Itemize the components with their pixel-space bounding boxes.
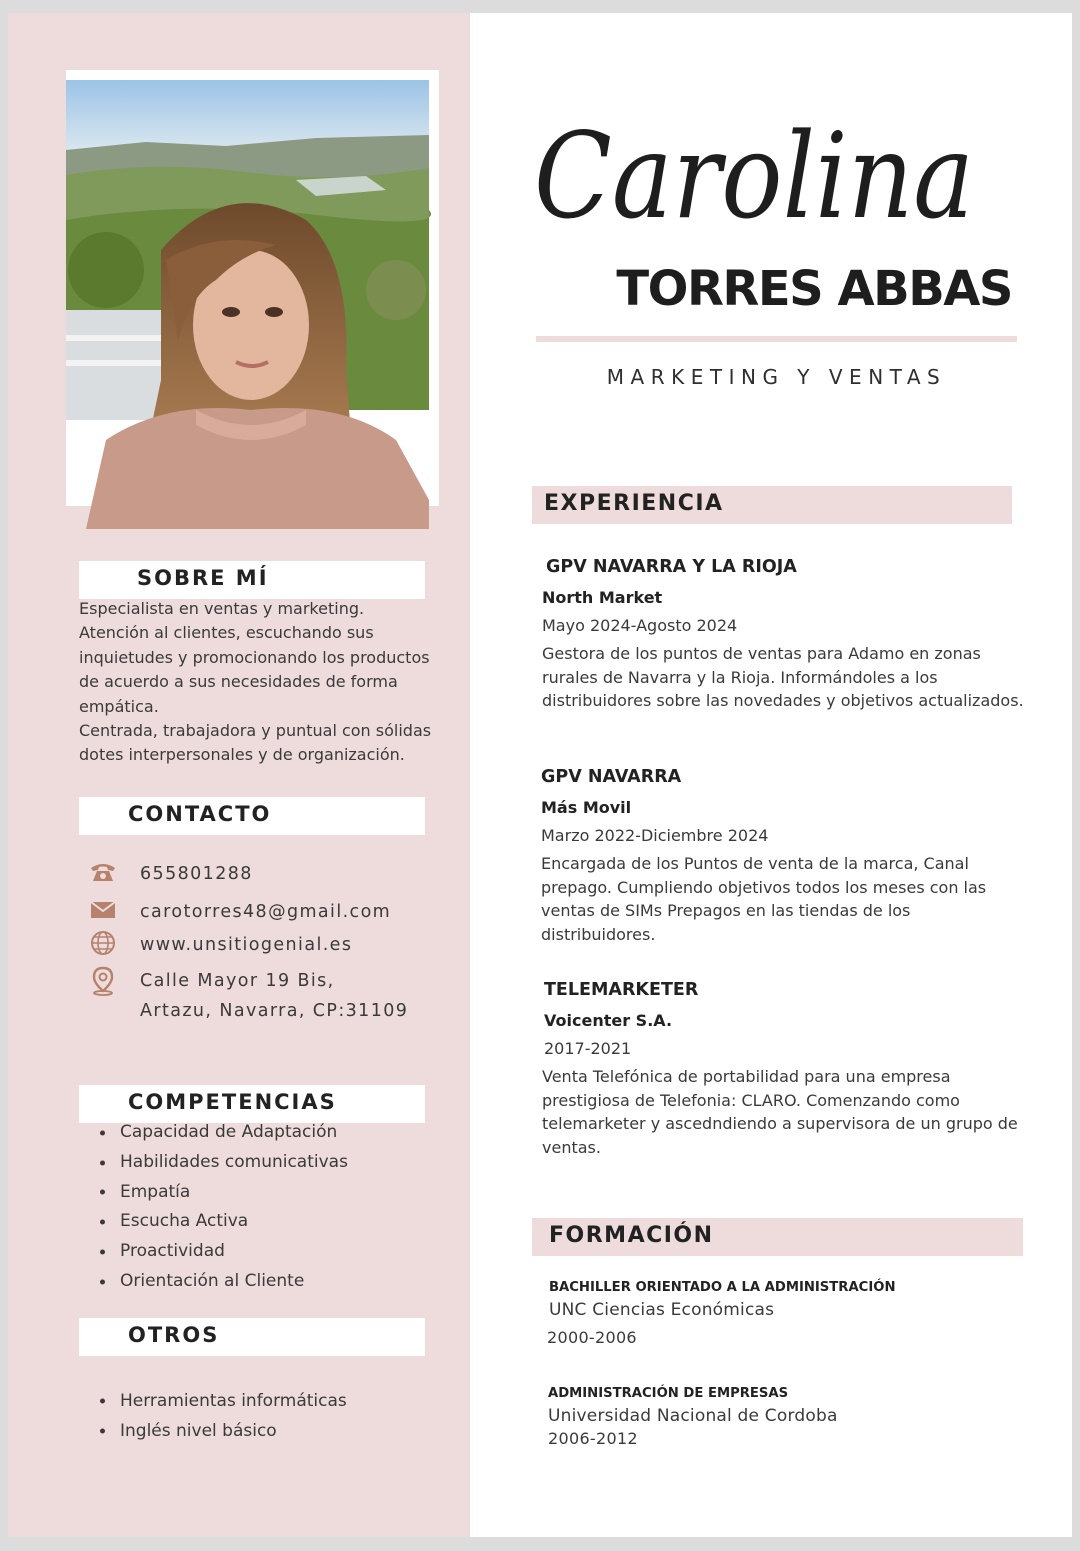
- list-item: Habilidades comunicativas: [100, 1148, 348, 1178]
- about-text: [79, 597, 439, 768]
- phone-number[interactable]: 655801288: [140, 864, 253, 884]
- experience-heading-box: [532, 486, 1012, 524]
- list-item: Empatía: [100, 1178, 348, 1208]
- education-institution: UNC Ciencias Económicas: [549, 1300, 775, 1320]
- first-name: Carolina: [534, 107, 974, 245]
- education-title: ADMINISTRACIÓN DE EMPRESAS: [548, 1386, 789, 1401]
- job-description: Venta Telefónica de portabilidad para una empresa prestigiosa de Telefonia: CLARO. Comenzando como telemarketer y ascedndiendo a supervisora de un grupo de ventas.: [542, 1067, 1018, 1157]
- contact-website: [88, 930, 353, 956]
- job-entry: [542, 557, 1026, 713]
- about-heading-box: [79, 561, 425, 599]
- education-title: BACHILLER ORIENTADO A LA ADMINISTRACIÓN: [549, 1280, 896, 1295]
- job-company: North Market: [542, 588, 663, 607]
- others-heading-box: [79, 1318, 425, 1356]
- others-list: [100, 1386, 347, 1446]
- job-description: Gestora de los puntos de ventas para Adamo en zonas rurales de Navarra y la Rioja. Informándoles a los distribuidores sobre las novedades y objetivos actualizados.: [542, 644, 1024, 711]
- list-item: Proactividad: [100, 1237, 348, 1267]
- skills-list: [100, 1118, 348, 1297]
- job-description: Encargada de los Puntos de venta de la marca, Canal prepago. Cumpliendo objetivos todos los meses con las ventas de SIMs Prepagos en las tiendas de los distribuidores.: [541, 854, 987, 944]
- others-heading: OTROS: [128, 1323, 220, 1347]
- location-pin-icon: [88, 966, 118, 996]
- job-title: TELEMARKETER: [544, 980, 699, 1000]
- job-entry: [544, 980, 1024, 1159]
- list-item: Capacidad de Adaptación: [100, 1118, 348, 1148]
- phone-icon: [88, 859, 118, 885]
- job-dates: Marzo 2022-Diciembre 2024: [541, 826, 769, 845]
- first-name-script: [530, 83, 990, 253]
- website-link[interactable]: www.unsitiogenial.es: [140, 935, 353, 955]
- skills-heading: COMPETENCIAS: [128, 1090, 337, 1114]
- last-name: TORRES ABBAS: [616, 261, 1012, 317]
- education-entry: [549, 1280, 1029, 1347]
- email-icon: [88, 897, 118, 923]
- contact-address: [88, 966, 409, 1021]
- education-institution: Universidad Nacional de Cordoba: [548, 1406, 838, 1426]
- profile-photo: [66, 80, 429, 529]
- globe-icon: [88, 930, 118, 956]
- job-role: MARKETING Y VENTAS: [606, 365, 947, 389]
- list-item: Orientación al Cliente: [100, 1267, 348, 1297]
- education-years: 2000-2006: [547, 1328, 637, 1347]
- education-heading: FORMACIÓN: [549, 1223, 714, 1248]
- job-dates: 2017-2021: [544, 1039, 632, 1058]
- job-entry: [541, 767, 1021, 946]
- contact-email: [88, 897, 392, 923]
- about-heading: SOBRE MÍ: [137, 566, 269, 590]
- education-heading-box: [532, 1218, 1023, 1256]
- about-paragraph: Centrada, trabajadora y puntual con sólidas dotes interpersonales y de organización.: [79, 721, 432, 765]
- list-item: Inglés nivel básico: [100, 1416, 347, 1446]
- job-title: GPV NAVARRA: [541, 767, 682, 787]
- resume-page: [8, 13, 1072, 1537]
- education-years: 2006-2012: [548, 1429, 638, 1448]
- job-company: Voicenter S.A.: [544, 1011, 673, 1030]
- job-dates: Mayo 2024-Agosto 2024: [542, 616, 738, 635]
- education-entry: [548, 1386, 1028, 1448]
- list-item: Escucha Activa: [100, 1207, 348, 1237]
- email-address[interactable]: carotorres48@gmail.com: [140, 902, 392, 922]
- contact-heading: CONTACTO: [128, 802, 272, 826]
- address-line-2: Artazu, Navarra, CP:31109: [140, 1001, 409, 1021]
- address-line-1: Calle Mayor 19 Bis,: [140, 971, 335, 991]
- experience-heading: EXPERIENCIA: [544, 491, 724, 516]
- about-paragraph: Especialista en ventas y marketing. Atención al clientes, escuchando sus inquietudes y promocionando los productos de acuerdo a sus necesidades de forma empática.: [79, 599, 430, 716]
- job-title: GPV NAVARRA Y LA RIOJA: [546, 557, 797, 577]
- contact-phone: [88, 859, 253, 885]
- contact-heading-box: [79, 797, 425, 835]
- list-item: Herramientas informáticas: [100, 1386, 347, 1416]
- job-company: Más Movil: [541, 798, 632, 817]
- name-divider: [536, 336, 1017, 342]
